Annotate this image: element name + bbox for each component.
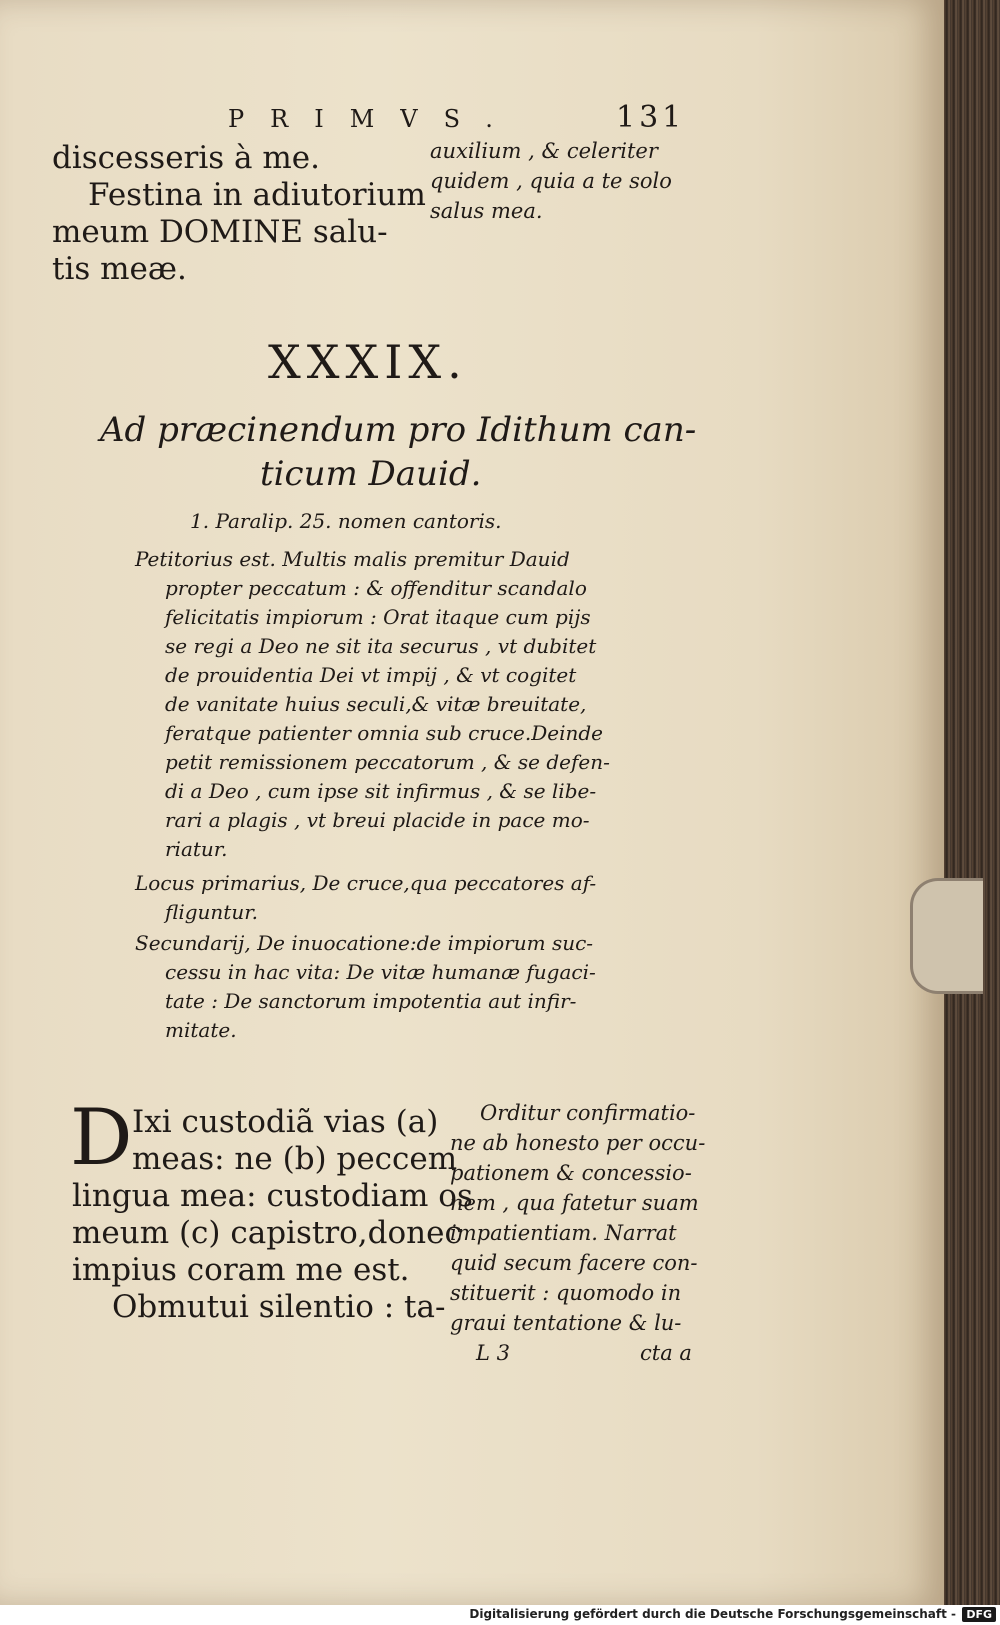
drop-cap: D [70, 1093, 133, 1183]
secundarij-line: cessu in hac vita: De vitæ humanæ fugaci- [165, 960, 596, 984]
argument-line: propter peccatum : & offenditur scandalo [165, 576, 587, 600]
side-line: graui tentatione & lu- [450, 1311, 682, 1335]
side-line: quidem , quia a te solo [430, 169, 672, 193]
argument-line: petit remissionem peccatorum , & se defen- [165, 750, 610, 774]
reference-line: 1. Paralip. 25. nomen cantoris. [190, 509, 502, 533]
psalm-title [100, 408, 696, 496]
side-line: ne ab honesto per occu- [450, 1131, 706, 1155]
verse-line: meas: ne (b) peccem [132, 1141, 458, 1177]
psalm-number: XXXIX. [268, 335, 468, 389]
verse-line: Obmutui silentio : ta- [112, 1289, 446, 1325]
catchword: cta a [640, 1341, 692, 1365]
book-clasp [910, 878, 983, 994]
side-line: impatientiam. Narrat [450, 1221, 677, 1245]
argument-line: di a Deo , cum ipse sit infirmus , & se libe- [165, 779, 597, 803]
text-line: discesseris à me. [52, 140, 320, 176]
title-line: Ad præcinendum pro Idithum can- [100, 410, 697, 450]
dfg-credit: Digitalisierung gefördert durch die Deutsche Forschungsgemeinschaft - [469, 1607, 956, 1621]
verse-line: lingua mea: custodiam os [72, 1178, 473, 1214]
side-line: salus mea. [430, 199, 543, 223]
text-line: tis meæ. [52, 251, 187, 287]
argument-line: felicitatis impiorum : Orat itaque cum pijs [165, 605, 591, 629]
page-number: 131 [616, 100, 686, 135]
dfg-logo: DFG [962, 1607, 996, 1622]
verse-line: Ixi custodiã vias (a) [132, 1104, 439, 1140]
psalm-argument [135, 545, 655, 864]
argument-line: de vanitate huius seculi,& vitæ breuitate, [165, 692, 587, 716]
top-side-note [430, 136, 672, 226]
argument-line: se regi a Deo ne sit ita securus , vt dubitet [165, 634, 597, 658]
secundarij-line: mitate. [165, 1018, 237, 1042]
secundarij-line: tate : De sanctorum impotentia aut infir- [165, 989, 577, 1013]
argument-line: de prouidentia Dei vt impij , & vt cogitet [165, 663, 577, 687]
locus-line: fliguntur. [165, 900, 258, 924]
verse-line: meum (c) capistro,donec [72, 1215, 462, 1251]
argument-line: rari a plagis , vt breui placide in pace mo- [165, 808, 590, 832]
secundarij-line: Secundarij, De inuocatione:de impiorum suc- [135, 931, 594, 955]
running-title: PRIMVS. [228, 105, 519, 133]
title-line: ticum Dauid. [260, 454, 482, 494]
verse-text [72, 1104, 473, 1326]
side-line: auxilium , & celeriter [430, 139, 658, 163]
verse-line: impius coram me est. [72, 1252, 410, 1288]
book-fore-edge [944, 0, 1000, 1605]
argument-line: feratque patienter omnia sub cruce.Deinde [165, 721, 603, 745]
text-line: meum DOMINE salu- [52, 214, 388, 250]
side-line: stituerit : quomodo in [450, 1281, 682, 1305]
footer-bar [0, 1605, 1000, 1625]
side-line: quid secum facere con- [450, 1251, 698, 1275]
side-line: Orditur confirmatio- [480, 1101, 696, 1125]
locus-line: Locus primarius, De cruce,qua peccatores af- [135, 871, 597, 895]
loci-secundarii [135, 929, 655, 1045]
signature-mark: L 3 [476, 1341, 510, 1365]
argument-line: riatur. [165, 837, 228, 861]
side-line: nem , qua fatetur suam [450, 1191, 699, 1215]
verse-side-note [450, 1098, 705, 1338]
argument-line: Petitorius est. Multis malis premitur Dauid [135, 547, 570, 571]
text-line: Festina in adiutorium [88, 177, 426, 213]
top-main-text [52, 140, 426, 288]
locus-primarius [135, 869, 655, 927]
side-line: pationem & concessio- [450, 1161, 692, 1185]
